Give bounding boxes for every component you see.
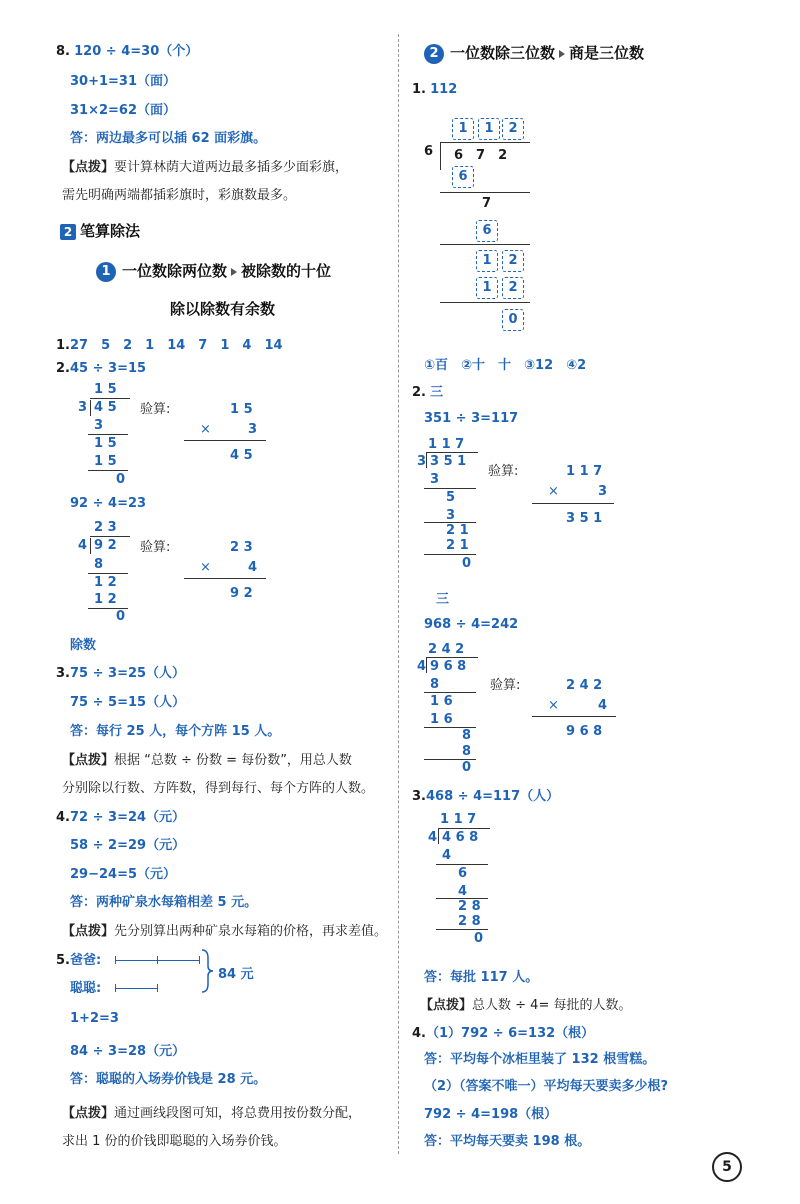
q1-number: 1.: [56, 338, 70, 353]
rule: [424, 554, 476, 555]
r-q3-number: 3.: [412, 789, 426, 804]
answer-box: 2: [502, 277, 524, 299]
divisor: 3: [78, 400, 88, 415]
multiplier: 3: [598, 484, 608, 499]
step: 2 1: [446, 523, 469, 538]
rule: [440, 302, 530, 303]
section-badge: 2: [60, 224, 76, 240]
q8-eq2: 30+1=31（面）: [70, 74, 177, 89]
r-q1-answer: ①百 ②十 十 ③12 ④2: [424, 358, 587, 373]
remainder: 0: [116, 472, 126, 487]
division-bar: [426, 452, 478, 453]
answer-box: 2: [502, 118, 524, 140]
rule: [436, 929, 488, 930]
tip-label: 【点拨】: [420, 998, 473, 1013]
tip-label: 【点拨】: [62, 753, 115, 768]
q3-tip-text2: 分别除以行数、方阵数，得到每行、每个方阵的人数。: [62, 781, 375, 796]
rule: [424, 692, 476, 693]
q5-dad-label: 爸爸:: [69, 953, 102, 968]
step: 6: [458, 866, 468, 881]
quotient: 2 4 2: [428, 642, 465, 657]
q5-answer: 答：聪聪的入场券价钱是 28 元。: [70, 1072, 267, 1087]
step: 1 2: [94, 592, 117, 607]
times-sign: ×: [548, 698, 559, 713]
q8-eq1: 120 ÷ 4=30（个）: [74, 44, 199, 59]
answer-box: 6: [452, 166, 474, 188]
r-q3-tip-text: 总人数 ÷ 4= 每批的人数。: [472, 998, 632, 1013]
r-q2-eq2: 968 ÷ 4=242: [424, 617, 519, 632]
remainder: 0: [462, 760, 472, 775]
multiplicand: 2 4 2: [566, 678, 603, 693]
remainder: 0: [474, 931, 484, 946]
dividend: 9 2: [94, 538, 117, 553]
q4-tip-text1: 先分别算出两种矿泉水每箱的价格，再求差值。: [114, 924, 388, 939]
division-bracket: [438, 828, 439, 844]
rule: [424, 488, 476, 489]
q8-tip-text1: 要计算林荫大道两边最多插多少面彩旗，: [114, 160, 349, 175]
answer-box: 1: [478, 118, 500, 140]
multiplicand: 2 3: [230, 540, 253, 555]
step: 3: [94, 418, 104, 433]
q8-answer: 答：两边最多可以插 62 面彩旗。: [70, 131, 267, 146]
answer-box: 0: [502, 309, 524, 331]
step: 3: [430, 472, 440, 487]
divisor: 4: [417, 659, 427, 674]
step: 8: [94, 557, 104, 572]
tip-label: 【点拨】: [62, 160, 115, 175]
q1-values: 27 5 2 1 14 7 1 4 14: [69, 338, 283, 353]
multiplier: 3: [248, 422, 258, 437]
q5-cc-label: 聪聪:: [70, 981, 102, 996]
dividend: 3 5 1: [430, 454, 467, 469]
q5-tip-text1: 通过画线段图可知，将总费用按份数分配，: [114, 1106, 362, 1121]
rule: [532, 716, 616, 717]
q4-number: 4.: [56, 810, 70, 825]
tip-label: 【点拨】: [62, 924, 115, 939]
step: 3: [446, 508, 456, 523]
times-sign: ×: [200, 422, 211, 437]
q3-tip-text1: 根据 “总数 ÷ 份数 = 每份数”，用总人数: [114, 753, 352, 768]
product: 9 2: [230, 586, 253, 601]
q2-eq1: 45 ÷ 3=15: [69, 361, 147, 376]
answer-box: 1: [452, 118, 474, 140]
step: 1 6: [430, 712, 453, 727]
subsection-title-a: 一位数除两位数: [122, 262, 228, 280]
r-q4-line1: [412, 1022, 594, 1041]
division-bar: [440, 142, 530, 143]
subsection-heading-2: [424, 42, 644, 64]
quotient: 1 5: [94, 382, 117, 397]
check-label: 验算:: [488, 464, 519, 479]
tick: [157, 956, 158, 964]
r-q3-eq: 468 ÷ 4=117（人）: [425, 789, 560, 804]
r-q2-number: 2.: [412, 385, 426, 400]
column-divider: [398, 34, 399, 1154]
division-bracket: [426, 657, 427, 673]
tip-label: 【点拨】: [62, 1106, 115, 1121]
q5-number: 5.: [56, 953, 70, 968]
rule: [88, 573, 128, 574]
product: 9 6 8: [566, 724, 603, 739]
q3-number: 3.: [56, 666, 70, 681]
multiplicand: 1 1 7: [566, 464, 603, 479]
q3-tip: [62, 749, 352, 768]
q4-eq3: 29−24=5（元）: [70, 867, 177, 882]
multiplier: 4: [248, 560, 258, 575]
divisor: 3: [417, 454, 427, 469]
q5-tip: [62, 1102, 361, 1121]
q2-word-answer: 除数: [70, 638, 97, 653]
dividend: 9 6 8: [430, 659, 467, 674]
product: 3 5 1: [566, 511, 603, 526]
r-q4-answer1: 答：平均每个冰柜里装了 132 根雪糕。: [424, 1052, 656, 1067]
dividend: 4 6 8: [442, 830, 479, 845]
step: 8: [430, 677, 440, 692]
times-sign: ×: [200, 560, 211, 575]
q5-eq2: 84 ÷ 3=28（元）: [70, 1044, 186, 1059]
subsection-badge: 2: [424, 44, 444, 64]
step: 8: [462, 728, 472, 743]
section-title: 笔算除法: [80, 222, 141, 240]
division-bar: [90, 398, 130, 399]
step: 4: [442, 848, 452, 863]
q4-eq1: 72 ÷ 3=24（元）: [69, 810, 186, 825]
r-q4-eq2: 792 ÷ 4=198（根）: [424, 1107, 558, 1122]
check-label: 验算:: [140, 540, 171, 555]
rule: [440, 244, 530, 245]
quotient: 1 1 7: [440, 812, 477, 827]
multiplicand: 1 5: [230, 402, 253, 417]
check-label: 验算:: [140, 402, 171, 417]
step: 1 2: [94, 575, 117, 590]
triangle-arrow-icon: [559, 50, 565, 58]
q3-line1: [56, 662, 185, 681]
subsection-title-b: 被除数的十位: [241, 262, 332, 280]
tick: [115, 956, 116, 964]
rule: [88, 470, 128, 471]
subsection-badge: 1: [96, 262, 116, 282]
answer-box: 1: [476, 250, 498, 272]
tick: [115, 984, 116, 992]
page-number: 5: [712, 1152, 742, 1182]
r-q4-eq1: （1）792 ÷ 6=132（根）: [425, 1026, 595, 1041]
division-bar: [90, 536, 130, 537]
step: 5: [446, 490, 456, 505]
division-bar: [426, 657, 478, 658]
divisor: 4: [428, 830, 438, 845]
answer-box: 6: [476, 220, 498, 242]
step: 2 8: [458, 899, 481, 914]
r-q1-value: 112: [430, 82, 458, 97]
r-q4-question2: （2）（答案不唯一）平均每天要卖多少根?: [424, 1079, 669, 1094]
subsection-heading-1: [96, 260, 331, 282]
answer-box: 2: [502, 250, 524, 272]
remainder: 0: [462, 556, 472, 571]
subsection-title-a: 一位数除三位数: [450, 44, 556, 62]
q5-total: 84 元: [218, 967, 254, 982]
rule: [436, 864, 488, 865]
q8-number: 8.: [56, 44, 70, 59]
division-bar: [438, 828, 490, 829]
q4-tip: [62, 920, 387, 939]
divisor: 6: [424, 144, 434, 159]
division-bracket: [426, 452, 427, 468]
quotient: 2 3: [94, 520, 117, 535]
r-q3-answer: 答：每批 117 人。: [424, 970, 539, 985]
step: 2 1: [446, 538, 469, 553]
step: 8: [462, 744, 472, 759]
dividend: 4 5: [94, 400, 117, 415]
q8-line1: [56, 40, 198, 59]
rule: [184, 578, 266, 579]
q8-tip: [62, 156, 348, 175]
r-q1-line: [412, 82, 457, 97]
r-q2-eq1: 351 ÷ 3=117: [424, 411, 519, 426]
q2-line: [56, 361, 146, 376]
q5-dad-row: [56, 949, 101, 968]
step: 2 8: [458, 914, 481, 929]
tick: [157, 984, 158, 992]
r-q2-word2: 三: [436, 592, 450, 607]
r-q2-word1: 三: [430, 385, 444, 400]
dividend: 6 7 2: [454, 148, 508, 163]
brace-icon: [200, 948, 214, 994]
step: 7: [482, 196, 492, 211]
quotient: 1 1 7: [428, 437, 465, 452]
step: 1 5: [94, 454, 117, 469]
rule: [440, 192, 530, 193]
q4-eq2: 58 ÷ 2=29（元）: [70, 838, 186, 853]
q1-line: [56, 334, 283, 353]
r-q4-answer2: 答：平均每天要卖 198 根。: [424, 1134, 591, 1149]
multiplier: 4: [598, 698, 608, 713]
times-sign: ×: [548, 484, 559, 499]
step: 1 6: [430, 694, 453, 709]
q4-answer: 答：两种矿泉水每箱相差 5 元。: [70, 895, 258, 910]
q3-eq2: 75 ÷ 5=15（人）: [70, 695, 186, 710]
r-q2-line: [412, 381, 443, 400]
q5-eq1: 1+2=3: [70, 1011, 119, 1026]
step: 1 5: [94, 436, 117, 451]
q3-answer: 答：每行 25 人，每个方阵 15 人。: [70, 724, 281, 739]
division-bracket: [90, 538, 91, 554]
q8-eq3: 31×2=62（面）: [70, 103, 177, 118]
subsection-title-b: 商是三位数: [569, 44, 645, 62]
step: 4: [458, 884, 468, 899]
division-bracket: [440, 142, 441, 170]
division-bracket: [90, 400, 91, 416]
answer-box: 1: [476, 277, 498, 299]
divisor: 4: [78, 538, 88, 553]
q3-eq1: 75 ÷ 3=25（人）: [69, 666, 186, 681]
triangle-arrow-icon: [231, 268, 237, 276]
q5-tip-text2: 求出 1 份的价钱即聪聪的入场券价钱。: [62, 1134, 287, 1149]
q8-tip-text2: 需先明确两端都插彩旗时，彩旗数最多。: [62, 188, 297, 203]
rule: [88, 434, 128, 435]
check-label: 验算:: [490, 678, 521, 693]
r-q4-number: 4.: [412, 1026, 426, 1041]
product: 4 5: [230, 448, 253, 463]
remainder: 0: [116, 609, 126, 624]
r-q1-number: 1.: [412, 82, 426, 97]
q2-eq2: 92 ÷ 4=23: [70, 496, 147, 511]
rule: [184, 440, 266, 441]
r-q3-tip: [420, 994, 631, 1013]
section-heading: [60, 220, 140, 241]
subsection-title-c: 除以除数有余数: [170, 300, 276, 318]
q4-line1: [56, 806, 185, 825]
cc-segment: [115, 988, 157, 989]
q2-number: 2.: [56, 361, 70, 376]
r-q3-line: [412, 785, 559, 804]
rule: [532, 503, 614, 504]
